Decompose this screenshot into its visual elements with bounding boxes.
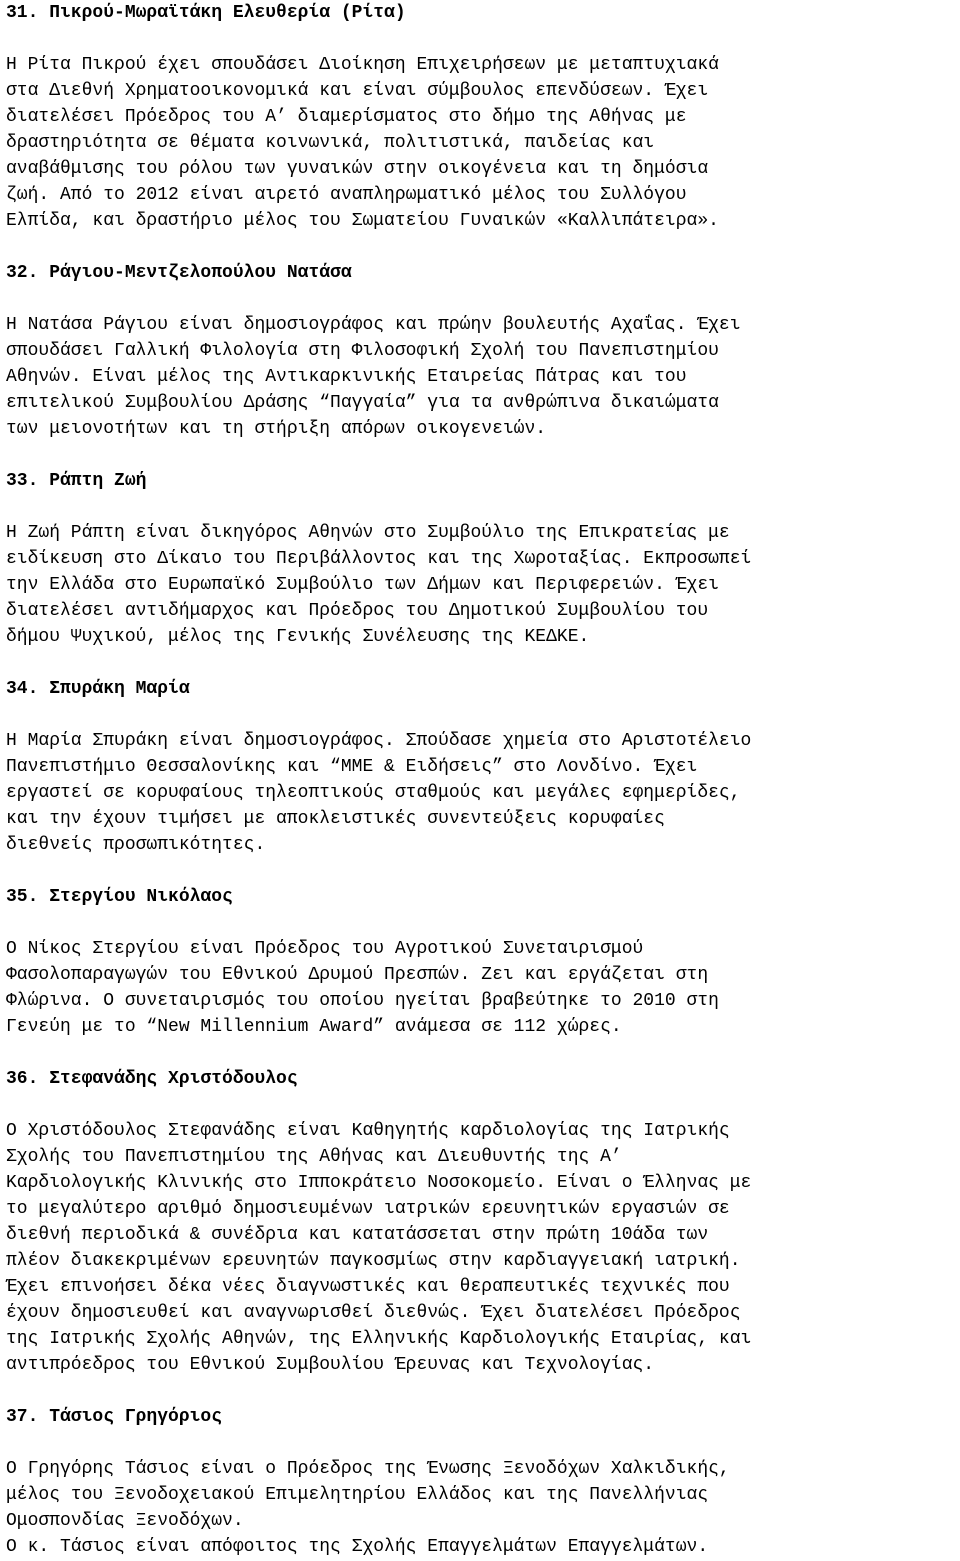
entry-body: Η Ρίτα Πικρού έχει σπουδάσει Διοίκηση Επιχειρήσεων με μεταπτυχιακά στα Διεθνή Χρηματοοικονομικά και είναι σύμβουλος επενδύσεων. Έχει διατελέσει Πρόεδρος του Α’ διαμερίσματος στο δήμο της Αθήνας με δραστηριότητα σε θέματα κοινωνικά, πολιτιστικά, παιδείας και αναβάθμισης του ρόλου των γυναικών στην οικογένεια και τη δημόσια ζωή. Από το 2012 είναι αιρετό αναπληρωματικό μέλος του Συλλόγου Ελπίδα, και δραστήριο μέλος του Σωματείου Γυναικών «Καλλιπάτειρα». [6, 55, 719, 231]
spacer [6, 650, 956, 676]
document-page [6, 0, 956, 1560]
entry-title: 34. Σπυράκη Μαρία [6, 679, 190, 699]
entry-34 [6, 676, 956, 884]
entry-body: Ο Νίκος Στεργίου είναι Πρόεδρος του Αγροτικού Συνεταιρισμού Φασολοπαραγωγών του Εθνικού Δρυμού Πρεσπών. Ζει και εργάζεται στη Φλώρινα. Ο συνεταιρισμός του οποίου ηγείται βραβεύτηκε το 2010 στη Γενεύη με το “New Millennium Award” ανάμεσα σε 112 χώρες. [6, 939, 719, 1037]
entry-title: 37. Τάσιος Γρηγόριος [6, 1407, 223, 1427]
spacer [6, 1092, 956, 1118]
entry-35 [6, 884, 956, 1066]
entry-33 [6, 468, 956, 676]
entry-37 [6, 1404, 956, 1560]
entry-title: 35. Στεργίου Νικόλαος [6, 887, 233, 907]
spacer [6, 1040, 956, 1066]
entry-body: Ο Γρηγόρης Τάσιος είναι ο Πρόεδρος της Ένωσης Ξενοδόχων Χαλκιδικής, μέλος του Ξενοδοχειακού Επιμελητηρίου Ελλάδος και της Πανελλήνιας Ομοσπονδίας Ξενοδόχων. Ο κ. Τάσιος είναι απόφοιτος της Σχολής Επαγγελμάτων Επαγγελμάτων. [6, 1459, 730, 1557]
entry-body: Η Νατάσα Ράγιου είναι δημοσιογράφος και πρώην βουλευτής Αχαΐας. Έχει σπουδάσει Γαλλική Φιλολογία στη Φιλοσοφική Σχολή του Πανεπιστημίου Αθηνών. Είναι μέλος της Αντικαρκινικής Εταιρείας Πάτρας και του επιτελικού Συμβουλίου Δράσης “Παγγαία” για τα ανθρώπινα δικαιώματα των μειονοτήτων και τη στήριξη απόρων οικογενειών. [6, 315, 741, 439]
spacer [6, 234, 956, 260]
entry-title: 31. Πικρού-Μωραϊτάκη Ελευθερία (Ρίτα) [6, 3, 406, 23]
spacer [6, 910, 956, 936]
spacer [6, 26, 956, 52]
entry-36 [6, 1066, 956, 1404]
spacer [6, 442, 956, 468]
entry-body: Η Ζωή Ράπτη είναι δικηγόρος Αθηνών στο Συμβούλιο της Επικρατείας με ειδίκευση στο Δίκαιο του Περιβάλλοντος και της Χωροταξίας. Εκπροσωπεί την Ελλάδα στο Ευρωπαϊκό Συμβούλιο των Δήμων και Περιφερειών. Έχει διατελέσει αντιδήμαρχος και Πρόεδρος του Δημοτικού Συμβουλίου του δήμου Ψυχικού, μέλος της Γενικής Συνέλευσης της ΚΕΔΚΕ. [6, 523, 752, 647]
entry-title: 33. Ράπτη Ζωή [6, 471, 147, 491]
spacer [6, 286, 956, 312]
spacer [6, 1378, 956, 1404]
spacer [6, 494, 956, 520]
entry-title: 36. Στεφανάδης Χριστόδουλος [6, 1069, 298, 1089]
entry-body: Η Μαρία Σπυράκη είναι δημοσιογράφος. Σπούδασε χημεία στο Αριστοτέλειο Πανεπιστήμιο Θεσσαλονίκης και “ΜΜΕ & Ειδήσεις” στο Λονδίνο. Έχει εργαστεί σε κορυφαίους τηλεοπτικούς σταθμούς και μεγάλες εφημερίδες, και την έχουν τιμήσει με αποκλειστικές συνεντεύξεις κορυφαίες διεθνείς προσωπικότητες. [6, 731, 752, 855]
spacer [6, 1430, 956, 1456]
spacer [6, 858, 956, 884]
entry-32 [6, 260, 956, 468]
entry-title: 32. Ράγιου-Μεντζελοπούλου Νατάσα [6, 263, 352, 283]
entry-31 [6, 0, 956, 260]
spacer [6, 702, 956, 728]
entry-body: Ο Χριστόδουλος Στεφανάδης είναι Καθηγητής καρδιολογίας της Ιατρικής Σχολής του Πανεπιστημίου της Αθήνας και Διευθυντής της Α’ Καρδιολογικής Κλινικής στο Ιπποκράτειο Νοσοκομείο. Είναι ο Έλληνας με το μεγαλύτερο αριθμό δημοσιευμένων ιατρικών ερευνητικών εργασιών σε διεθνή περιοδικά & συνέδρια και κατατάσσεται στην πρώτη 10άδα των πλέον διακεκριμένων ερευνητών παγκοσμίως στην καρδιαγγειακή ιατρική. Έχει επινοήσει δέκα νέες διαγνωστικές και θεραπευτικές τεχνικές που έχουν δημοσιευθεί και αναγνωρισθεί διεθνώς. Έχει διατελέσει Πρόεδρος της Ιατρικής Σχολής Αθηνών, της Ελληνικής Καρδιολογικής Εταιρίας, και αντιπρόεδρος του Εθνικού Συμβουλίου Έρευνας και Τεχνολογίας. [6, 1121, 752, 1375]
